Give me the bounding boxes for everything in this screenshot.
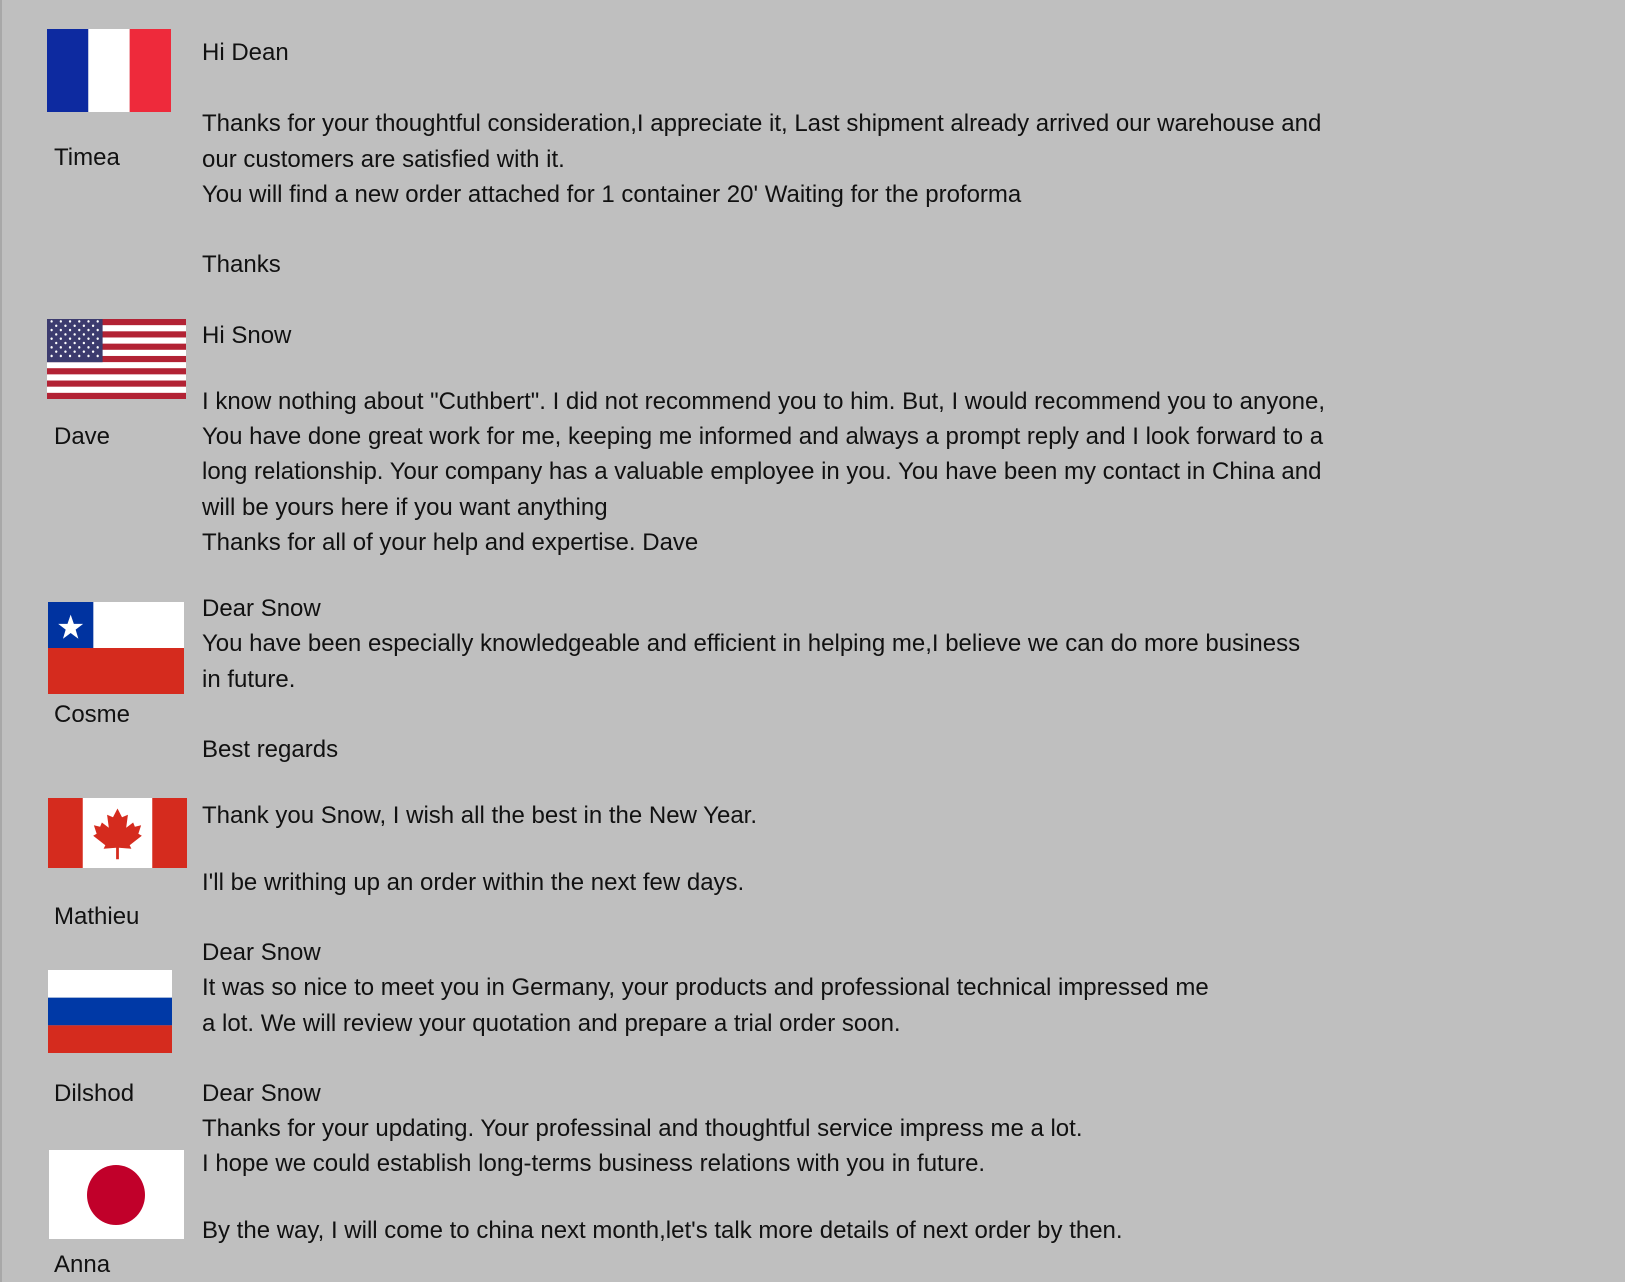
customer-name: Dilshod	[54, 1080, 135, 1107]
japan-flag-icon	[49, 1150, 184, 1239]
message-line: Thanks for all of your help and expertise. Dave	[202, 529, 699, 556]
message-line: You have done great work for me, keeping me informed and always a prompt reply and I look forward to a	[202, 423, 1324, 450]
message-line: I hope we could establish long-terms business relations with you in future.	[202, 1150, 986, 1177]
message-line: You will find a new order attached for 1 container 20' Waiting for the proforma	[202, 181, 1022, 208]
message-line: a lot. We will review your quotation and prepare a trial order soon.	[202, 1010, 901, 1037]
message-line: Hi Dean	[202, 39, 289, 66]
message-line: I'll be writhing up an order within the next few days.	[202, 869, 745, 896]
message-line: Dear Snow	[202, 1080, 321, 1107]
message-line: Thanks for your updating. Your professinal and thoughtful service impress me a lot.	[202, 1115, 1083, 1142]
message-line: long relationship. Your company has a valuable employee in you. You have been my contact in China and	[202, 458, 1322, 485]
message-line: will be yours here if you want anything	[202, 494, 608, 521]
message-line: Dear Snow	[202, 595, 321, 622]
message-line: Hi Snow	[202, 322, 292, 349]
message-line: Thank you Snow, I wish all the best in the New Year.	[202, 802, 757, 829]
canada-flag-icon	[48, 798, 187, 868]
usa-flag-icon	[47, 319, 186, 399]
message-line: our customers are satisfied with it.	[202, 146, 565, 173]
russia-flag-icon	[48, 970, 172, 1053]
customer-name: Timea	[54, 144, 120, 171]
chile-flag-icon	[48, 602, 184, 694]
message-line: in future.	[202, 666, 296, 693]
customer-name: Dave	[54, 423, 111, 450]
france-flag-icon	[47, 29, 171, 112]
message-line: Thanks for your thoughtful consideration,I appreciate it, Last shipment already arrived our warehouse and	[202, 110, 1322, 137]
message-line: Dear Snow	[202, 939, 321, 966]
message-line: You have been especially knowledgeable and efficient in helping me,I believe we can do more business	[202, 630, 1301, 657]
customer-name: Cosme	[54, 701, 131, 728]
customer-name: Anna	[54, 1251, 111, 1278]
message-line: Thanks	[202, 251, 281, 278]
message-line: Best regards	[202, 736, 339, 763]
customer-name: Mathieu	[54, 903, 140, 930]
message-line: By the way, I will come to china next month,let's talk more details of next order by then.	[202, 1217, 1123, 1244]
message-line: It was so nice to meet you in Germany, your products and professional technical impressed me	[202, 974, 1209, 1001]
message-line: I know nothing about "Cuthbert". I did not recommend you to him. But, I would recommend you to anyone,	[202, 388, 1325, 415]
